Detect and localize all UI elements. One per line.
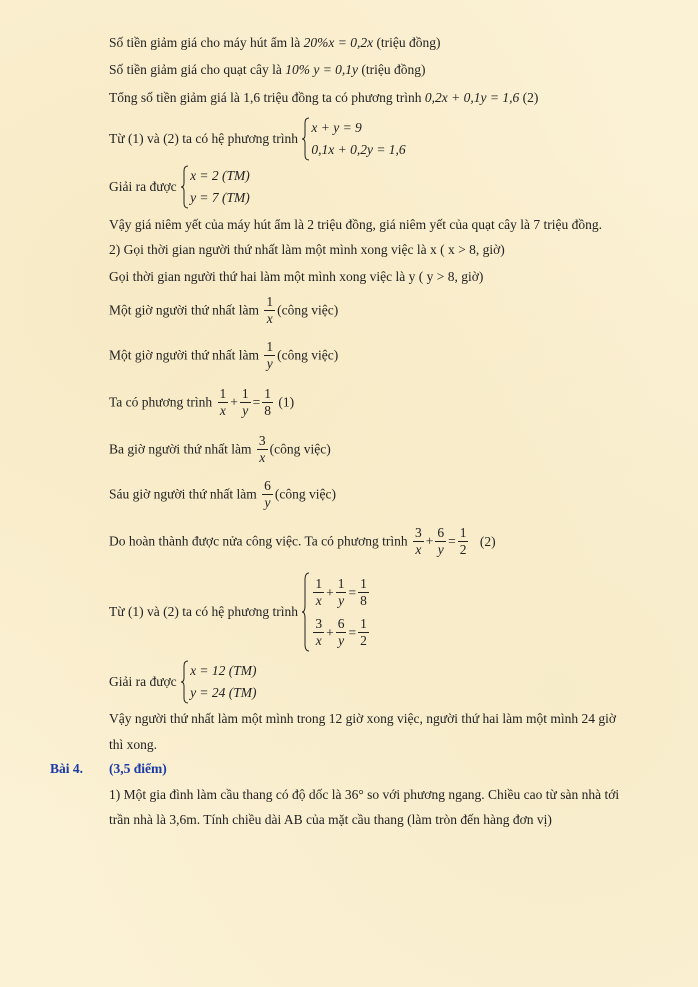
brace-icon [301, 117, 310, 161]
line-system-1: Từ (1) và (2) ta có hệ phương trình x + y = 9 0,1x + 0,2y = 1,6 [109, 117, 406, 161]
line-assume-x: 2) Gọi thời gian người thứ nhất làm một mình xong việc là x ( x > 8, giờ) [109, 242, 505, 257]
line-rate-x: Một giờ người thứ nhất làm $\frac{1}{x}$ (công việc) [109, 294, 339, 326]
equation-system: x + y = 9 0,1x + 0,2y = 1,6 [301, 117, 405, 161]
line-problem-4-1: 1) Một gia đình làm cầu thang có độ dốc là 36° so với phương ngang. Chiều cao từ sàn nhà tới [109, 787, 620, 802]
line-total-discount: Tổng số tiền giảm giá là 1,6 triệu đồng ta có phương trình 0,2x + 0,1y = 1,6 (2) [109, 90, 539, 105]
brace-icon [180, 165, 189, 209]
line-rate-y: Một giờ người thứ nhất làm $\frac{1}{y}$ (công việc) [109, 339, 339, 371]
brace-icon [301, 572, 310, 652]
line-solution-1: Giải ra được x = 2 (TM) y = 7 (TM) [109, 165, 250, 209]
line-conclusion-1: Vậy giá niêm yết của máy hút ẩm là 2 triệu đồng, giá niêm yết của quạt cây là 7 triệu đồng. [109, 217, 602, 232]
solution-system: x = 12 (TM) y = 24 (TM) [180, 660, 256, 704]
exercise-4-label: Bài 4. [50, 761, 84, 776]
line-conclusion-2-end: thì xong. [109, 737, 158, 752]
line-discount-dehumidifier: Số tiền giảm giá cho máy hút ẩm là 20%x = 0,2x (triệu đồng) [109, 35, 441, 50]
line-problem-4-2: trần nhà là 3,6m. Tính chiều dài AB của mặt cầu thang (làm tròn đến hàng đơn vị) [109, 812, 552, 827]
line-equation-2: Do hoàn thành được nửa công việc. Ta có phương trình $\frac{3}{x}$ + $\frac{6}{y}$ = $\frac{1}{2}$ (2) [109, 525, 496, 557]
line-system-2: Từ (1) và (2) ta có hệ phương trình $\frac{1}{x}$ + $\frac{1}{y}$ = $\frac{1}{8}$ $\frac{3}{x}$ + $\frac{6}{y}$ = $\frac{1}{2}$ [109, 572, 371, 652]
line-discount-fan: Số tiền giảm giá cho quạt cây là 10% y = 0,1y (triệu đồng) [109, 62, 426, 77]
line-equation-1: Ta có phương trình $\frac{1}{x}$ + $\frac{1}{y}$ = $\frac{1}{8}$ (1) [109, 386, 295, 418]
equation-system: $\frac{1}{x}$ + $\frac{1}{y}$ = $\frac{1}{8}$ $\frac{3}{x}$ + $\frac{6}{y}$ = $\frac{1}{2}$ [301, 572, 371, 652]
brace-icon [180, 660, 189, 704]
line-conclusion-2: Vậy người thứ nhất làm một mình trong 12 giờ xong việc, người thứ hai làm một mình 24 giờ [109, 711, 617, 726]
fraction: $\frac{1}{x}$ [266, 294, 274, 326]
fraction: $\frac{1}{y}$ [266, 339, 274, 371]
line-assume-y: Gọi thời gian người thứ hai làm một mình xong việc là y ( y > 8, giờ) [109, 269, 484, 284]
line-solution-2: Giải ra được x = 12 (TM) y = 24 (TM) [109, 660, 257, 704]
exercise-4-points: (3,5 điểm) [109, 761, 167, 776]
solution-system: x = 2 (TM) y = 7 (TM) [180, 165, 250, 209]
line-three-hours: Ba giờ người thứ nhất làm $\frac{3}{x}$ (công việc) [109, 433, 331, 465]
line-six-hours: Sáu giờ người thứ nhất làm $\frac{6}{y}$ (công việc) [109, 478, 336, 510]
